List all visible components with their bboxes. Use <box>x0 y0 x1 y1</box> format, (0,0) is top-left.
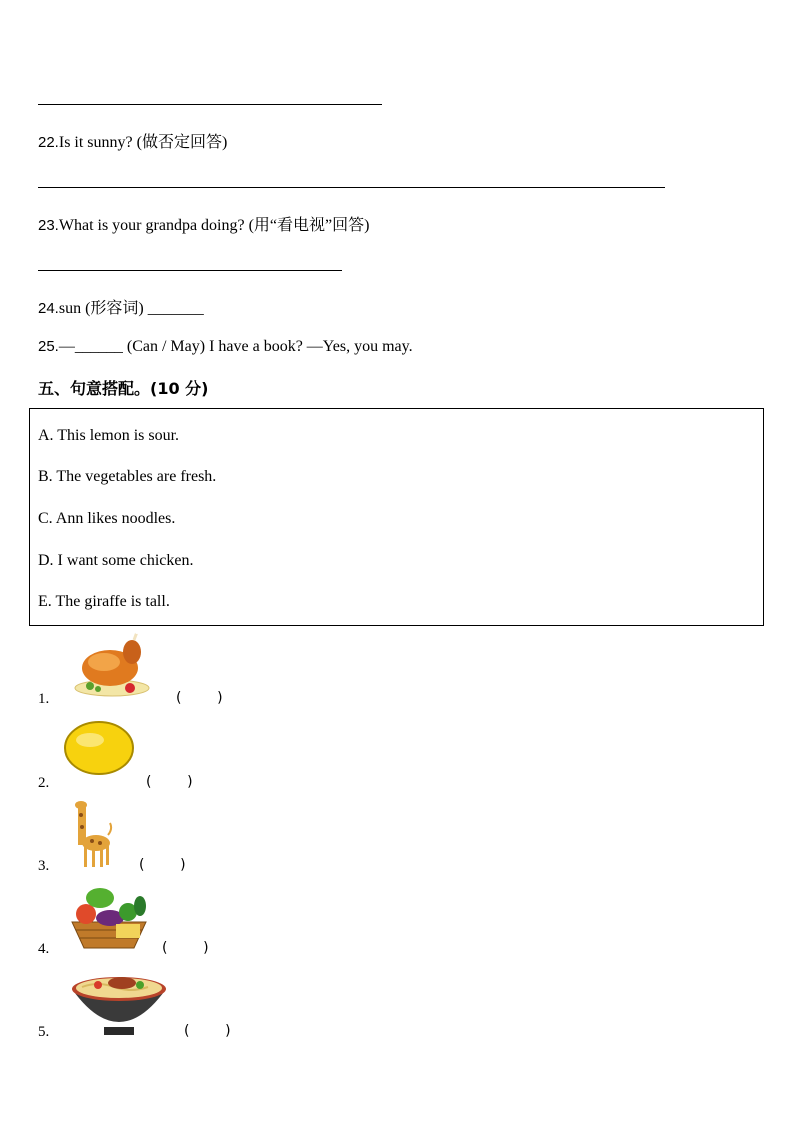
question-25 <box>38 338 413 356</box>
option-a: A. This lemon is sour. <box>38 427 180 444</box>
match-item-5 <box>38 961 338 1041</box>
giraffe-icon <box>72 799 114 869</box>
options-box <box>29 408 764 626</box>
option-e: E. The giraffe is tall. <box>38 593 170 610</box>
question-text: sun (形容词) _______ <box>58 300 204 317</box>
question-text: Is it sunny? (做否定回答) <box>58 134 228 151</box>
lemon-icon <box>62 718 136 778</box>
section-title: 五、句意搭配。(10 分) <box>38 379 209 398</box>
answer-blank[interactable]: ( ) <box>184 1023 231 1039</box>
item-number: 3. <box>38 858 50 874</box>
question-22 <box>38 129 227 152</box>
item-number: 5. <box>38 1024 50 1040</box>
roast-chicken-icon <box>74 630 150 700</box>
item-number: 4. <box>38 941 50 957</box>
option-c: C. Ann likes noodles. <box>38 510 176 527</box>
item-number: 2. <box>38 775 50 791</box>
answer-line-21[interactable] <box>38 104 382 105</box>
question-text: What is your grandpa doing? (用“看电视”回答) <box>58 217 370 234</box>
match-item-2 <box>38 712 338 792</box>
answer-line-22[interactable] <box>38 187 665 188</box>
answer-blank[interactable]: ( ) <box>146 774 193 790</box>
match-item-4 <box>38 878 338 958</box>
question-number: 23. <box>38 217 59 234</box>
option-b: B. The vegetables are fresh. <box>38 468 217 485</box>
match-item-3 <box>38 795 338 875</box>
question-number: 24. <box>38 300 59 317</box>
answer-blank[interactable]: ( ) <box>139 857 186 873</box>
item-number: 1. <box>38 691 50 707</box>
option-d: D. I want some chicken. <box>38 552 194 569</box>
answer-blank[interactable]: ( ) <box>176 690 223 706</box>
question-number: 22. <box>38 134 59 151</box>
question-text: —______ (Can / May) I have a book? —Yes, you may. <box>58 338 413 355</box>
vegetable-basket-icon <box>66 882 152 950</box>
question-number: 25. <box>38 338 59 355</box>
question-24 <box>38 295 204 318</box>
noodle-bowl-icon <box>68 965 170 1037</box>
answer-line-23[interactable] <box>38 270 342 271</box>
question-23 <box>38 212 369 235</box>
answer-blank[interactable]: ( ) <box>162 940 209 956</box>
match-item-1 <box>38 628 338 708</box>
